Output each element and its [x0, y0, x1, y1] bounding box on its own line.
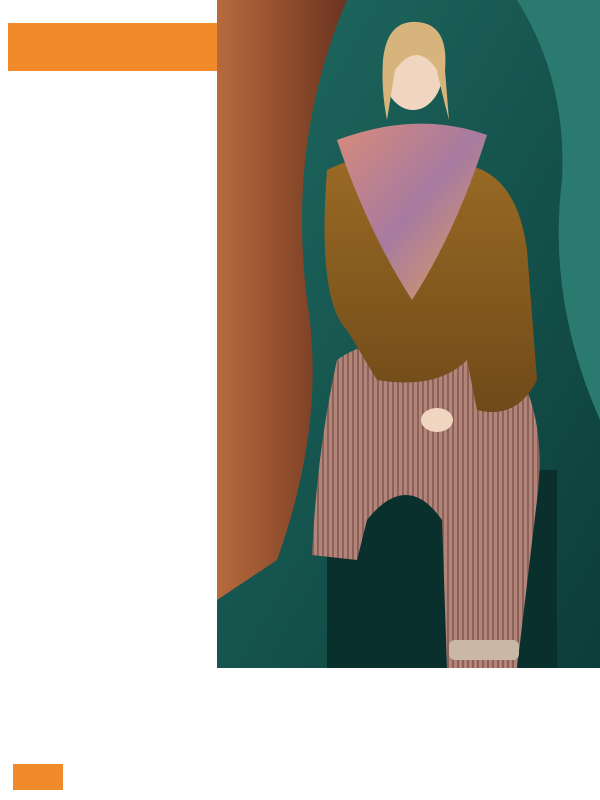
page-number [13, 764, 63, 790]
model-badge [8, 23, 232, 71]
photo-illustration [217, 0, 600, 668]
knitting-chart [30, 100, 220, 370]
model-photo [217, 0, 600, 668]
